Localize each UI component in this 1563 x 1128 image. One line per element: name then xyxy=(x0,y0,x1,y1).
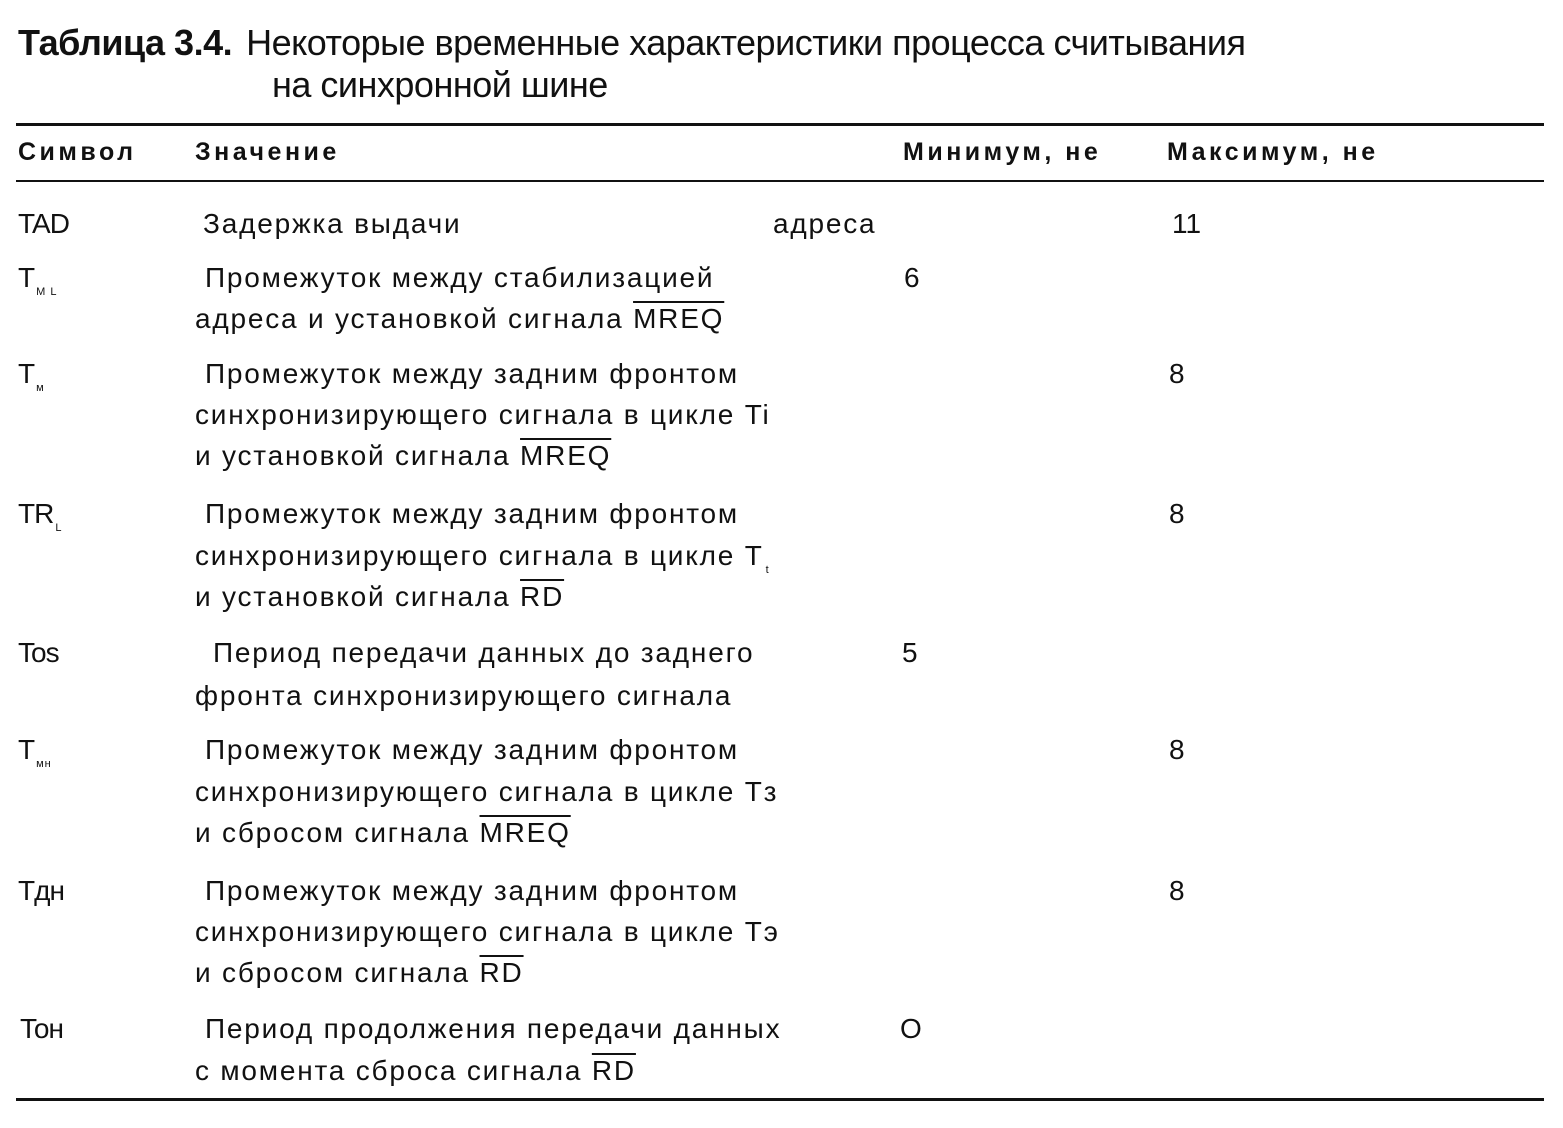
row-max: 8 xyxy=(1169,734,1185,765)
row-desc-line: и сбросом сигнала MREQ xyxy=(195,817,571,848)
table-number: Таблица 3.4. xyxy=(18,22,233,63)
row-desc-line: фронта синхронизирующего сигнала xyxy=(195,680,733,711)
row-desc-line: Период продолжения передачи данных xyxy=(205,1013,782,1044)
row-symbol: TAD xyxy=(18,208,69,239)
signal-inverted: MREQ xyxy=(479,817,571,848)
row-max: 8 xyxy=(1169,875,1185,906)
row-desc-line: синхронизирующего сигнала в цикле Ti xyxy=(195,399,771,430)
row-max: 11 xyxy=(1172,208,1202,239)
header-symbol: Символ xyxy=(18,138,137,166)
table-title xyxy=(18,22,1518,106)
row-symbol: Tдн xyxy=(18,875,64,906)
signal-inverted: $\overline{RD}$ xyxy=(520,581,565,612)
row-max: 8 xyxy=(1169,358,1185,389)
row-desc-line: Период передачи данных до заднего xyxy=(213,637,755,668)
row-symbol: Тон xyxy=(20,1013,63,1044)
row-desc-line: Промежуток между задним фронтом xyxy=(205,875,739,906)
row-symbol: T $_{M L}$ xyxy=(18,262,58,298)
row-desc-line: и сбросом сигнала $\overline{RD}$ xyxy=(195,957,524,988)
row-symbol-subscript: L xyxy=(55,522,63,534)
row-max: 8 xyxy=(1169,498,1185,529)
row-min: О xyxy=(900,1013,922,1044)
header-max: Максимум, не xyxy=(1167,138,1379,166)
row-desc-line: Промежуток между задним фронтом xyxy=(205,734,739,765)
row-desc-line: Промежуток между задним фронтом xyxy=(205,498,739,529)
row-symbol: T $_м$ xyxy=(18,358,45,394)
row-desc-line: и установкой сигнала MREQ xyxy=(195,440,612,471)
title-line-2: на синхронной шине xyxy=(272,64,608,105)
row-desc-line: Промежуток между задним фронтом xyxy=(205,358,739,389)
row-symbol: Tos xyxy=(18,637,59,668)
row-symbol: T $_{мн}$ xyxy=(18,734,52,770)
signal-inverted: $\overline{RD}$ xyxy=(591,1055,636,1086)
signal-inverted: MREQ xyxy=(633,303,725,334)
signal-inverted: MREQ xyxy=(520,440,612,471)
bottom-rule xyxy=(16,1098,1544,1101)
row-symbol-subscript: м xyxy=(36,382,45,394)
header-meaning: Значение xyxy=(195,138,340,166)
row-desc-line: синхронизирующего сигнала в цикле Тз xyxy=(195,776,779,807)
signal-inverted: $\overline{RD}$ xyxy=(479,957,524,988)
row-desc-line: с момента сброса сигнала $\overline{RD}$ xyxy=(195,1055,636,1086)
row-symbol: TR $_L$ xyxy=(18,498,63,534)
top-rule xyxy=(16,123,1544,126)
row-desc-line: Промежуток между стабилизацией xyxy=(205,262,715,293)
row-desc-line: синхронизирующего сигнала в цикле Тэ xyxy=(195,916,780,947)
row-min: 6 xyxy=(904,262,920,293)
row-desc-line: синхронизирующего сигнала в цикле T $_t$ xyxy=(195,540,771,576)
header-rule xyxy=(16,180,1544,182)
cycle-subscript: t xyxy=(765,564,771,576)
row-symbol-subscript: M L xyxy=(36,286,58,298)
row-min: 5 xyxy=(902,637,918,668)
row-desc-line: адреса и установкой сигнала MREQ xyxy=(195,303,725,334)
title-line-1: Некоторые временные характеристики процесса считывания xyxy=(246,22,1246,63)
row-desc-line: адреса xyxy=(773,208,877,239)
row-desc-line: Задержка выдачи xyxy=(203,208,462,239)
row-symbol-subscript: мн xyxy=(36,758,52,770)
row-desc-line: и установкой сигнала $\overline{RD}$ xyxy=(195,581,565,612)
header-min: Минимум, не xyxy=(903,138,1102,166)
